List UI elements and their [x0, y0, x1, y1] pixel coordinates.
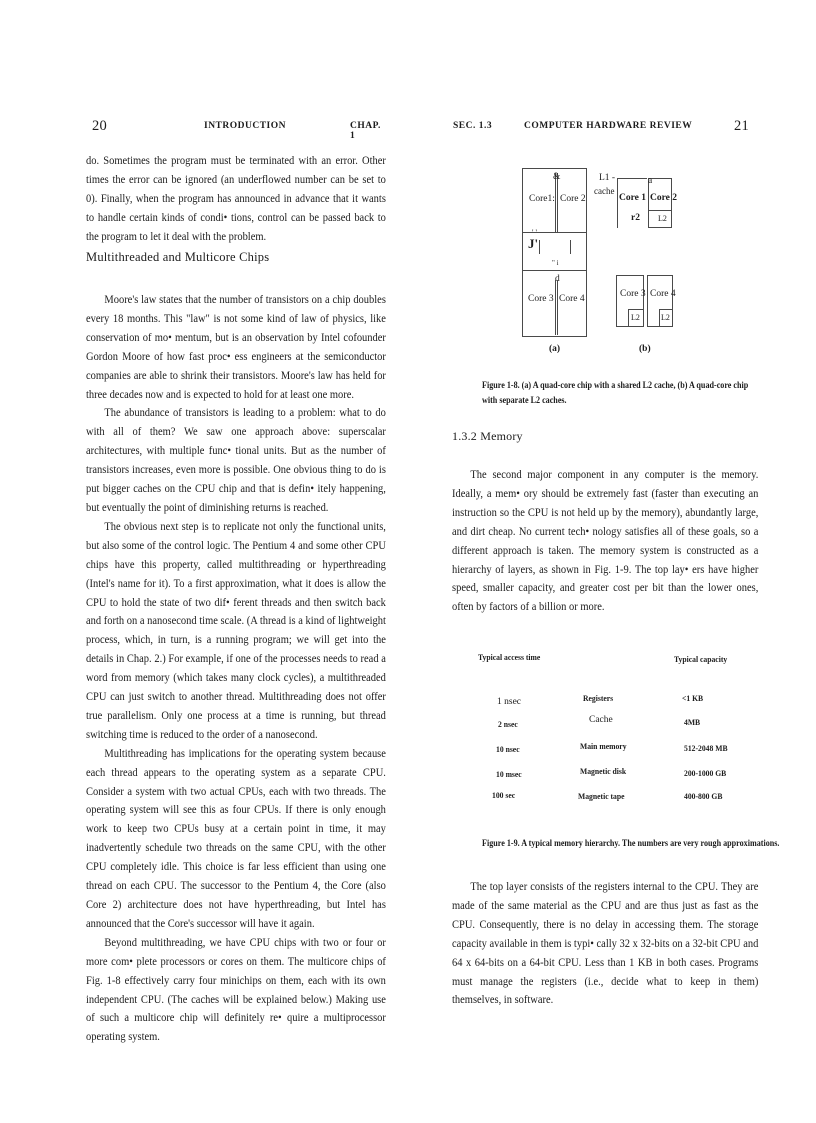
- level-magnetic-disk: Magnetic disk: [580, 766, 627, 776]
- core-1-label-b: Core 1: [619, 193, 646, 203]
- access-time-magnetic-disk: 10 msec: [496, 769, 522, 779]
- paragraph-abundance: The abundance of transistors is leading to a problem: what to do with all of them? We saw one approach above: superscalar architectures, with multiple func• tional units. But as the number of transistors increases, even more is possible. One obvious thing to do is put bigger caches on the CPU chip and that is defin• itely happening, but eventually the point of diminishing returns is reached.: [86, 407, 386, 514]
- access-time-header: Typical access time: [478, 652, 541, 662]
- core-divider-bottom-2: [557, 280, 558, 335]
- intro-paragraph: do. Sometimes the program must be terminated with an error. Other times the error can be ignored (an underflowed number can be set to 0). Finally, when the program has announced in advance that it wants to handle certain kinds of condi• tions, control can be passed back to the program to let it deal with the problem.: [86, 155, 386, 243]
- body-text-left: [86, 291, 386, 1047]
- section-heading-multithreaded: Multithreaded and Multicore Chips: [86, 250, 270, 264]
- access-time-cache: 2 nsec: [498, 719, 518, 729]
- l2-mid-mark-top: ' ': [532, 228, 537, 237]
- level-magnetic-tape: Magnetic tape: [578, 791, 625, 801]
- page-number-left: 20: [92, 118, 108, 134]
- level-registers: Registers: [583, 693, 614, 703]
- l2-mid-mark-bottom: " i: [552, 259, 559, 267]
- page-number-right: 21: [734, 118, 750, 134]
- access-time-magnetic-tape: 100 sec: [492, 790, 516, 800]
- l2-label-core-4: L2: [661, 313, 670, 322]
- running-title-left: INTRODUCTION: [204, 121, 287, 131]
- figure-label-a: (a): [549, 344, 561, 354]
- capacity-cache: 4MB: [684, 717, 701, 727]
- paragraph-registers: The top layer consists of the registers internal to the CPU. They are made of the same material as the CPU and are thus just as fast as the CPU. Consequently, there is no delay in accessing them. The storage capacity available in them is typi• cally 32 x 32-bits on a 32-bit CPU and 64 x 64-bits on a 64-bit CPU. Less than 1 KB in both cases. Programs must manage the registers (i.e., decide what to keep in them) themselves, in software.: [452, 881, 759, 1007]
- core-2-mark: a: [648, 176, 653, 186]
- paragraph-next-step: The obvious next step is to replicate not only the functional units, but also some of the control logic. The Pentium 4 and some other CPU chips have this property, called multithreading or hyperthreading (Intel's name for it). To a first approximation, what it does is allow the CPU to hold the state of two dif• ferent threads and then switch back and forth on a nanosecond time scale. (A thread is a kind of lightweight process, which, in turn, is a running program; we will get into the details in Chap. 2.) For example, if one of the processes needs to read a word from memory (which takes many clock cycles), a multithreaded CPU can just switch to another thread. Multithreading does not offer true parallelism. Only one process at a time is running, but thread switching time is reduced to the order of a nanosecond.: [86, 520, 386, 741]
- core-divider-bottom: [555, 280, 556, 335]
- core-3-label-b: Core 3: [620, 289, 646, 299]
- l2-label-core-2: L2: [658, 214, 667, 223]
- core-divider-top-2: [557, 173, 558, 233]
- figure-1-8-caption: Figure 1-8. (a) A quad-core chip with a shared L2 cache, (b) A quad-core chip with separate L2 caches.: [482, 380, 749, 405]
- chapter-label: CHAP. 1: [350, 121, 381, 141]
- paragraph-memory: The second major component in any computer is the memory. Ideally, a mem• ory should be extremely fast (faster than executing an instruction so the CPU is not held up by the memory), abundantly large, and dirt cheap. No current tech• nology satisfies all of these goals, so a different approach is taken. The memory system is constructed as a hierarchy of layers, as shown in Fig. 1-9. The top lay• ers have higher speed, smaller capacity, and greater cost per bit than the lower ones, often by factors of a billion or more.: [452, 469, 759, 614]
- l2-glyph: J': [528, 236, 539, 251]
- paragraph-implications: Multithreading has implications for the operating system because each thread appears to the operating system as a separate CPU. Consider a system with two actual CPUs, each with two threads. The operating system will see this as four CPUs. If there is only enough work to keep two CPUs busy at a certain point in time, it may inadvertently schedule two threads on the same CPU, with the other CPU completely idle. This choice is far less efficient than using one thread on each CPU. The successor to the Pentium 4, the Core (also Core 2) architecture does not have hyperthreading, but Intel has announced that the Core's successor will have it again.: [86, 747, 386, 930]
- l1-mark-bottom: d: [555, 274, 560, 284]
- paragraph-beyond-multithreading: Beyond multithreading, we have CPU chips with two or four or more com• plete processors or cores on them. The multicore chips of Fig. 1-8 effectively carry four minichips on them, each with its own independent CPU. (The caches will be explained below.) Making use of such a multicore chip will definitely re• quire a multiprocessor operating system.: [86, 936, 386, 1044]
- capacity-magnetic-tape: 400-800 GB: [684, 791, 723, 801]
- l1-label: L1 -: [599, 173, 616, 183]
- l2-tick-2: [570, 240, 571, 254]
- l2-tick-1: [539, 240, 540, 254]
- core-divider-top: [555, 173, 556, 233]
- access-time-registers: 1 nsec: [497, 697, 522, 707]
- l1-mark-top: &: [553, 172, 561, 182]
- memory-paragraph-block: [452, 466, 758, 617]
- l2-label-core-3: L2: [631, 313, 640, 322]
- access-time-main-memory: 10 nsec: [496, 744, 520, 754]
- section-label: SEC. 1.3: [453, 121, 493, 131]
- core-1-label-a: Core1:: [529, 194, 555, 204]
- core-4-label-b: Core 4: [650, 289, 676, 299]
- capacity-main-memory: 512-2048 MB: [684, 743, 728, 753]
- capacity-header: Typical capacity: [674, 654, 728, 664]
- figure-1-9-caption: Figure 1-9. A typical memory hierarchy. The numbers are very rough approximations.: [482, 838, 780, 848]
- core-2-label-b: Core 2: [650, 193, 677, 203]
- level-main-memory: Main memory: [580, 741, 627, 751]
- l2-label-core-1: r2: [631, 213, 640, 223]
- core-3-label-a: Core 3: [528, 294, 554, 304]
- subsection-heading-memory: 1.3.2 Memory: [452, 429, 523, 443]
- running-title-right: COMPUTER HARDWARE REVIEW: [524, 121, 693, 131]
- figure-label-b: (b): [639, 344, 651, 354]
- capacity-registers: <1 KB: [682, 693, 704, 703]
- paragraph-moores-law: Moore's law states that the number of transistors on a chip doubles every 18 months. This "law" is not some kind of law of physics, like conservation of mo• mentum, but is an observation by Intel cofounder Gordon Moore of how fast proc• ess engineers at the semiconductor companies are able to shrink their transistors. Moore's law has held for three decades now and is expected to hold for at least one more.: [86, 294, 386, 401]
- level-cache: Cache: [589, 715, 613, 725]
- core-2-label-a: Core 2: [560, 194, 586, 204]
- final-paragraph-block: [452, 878, 758, 1010]
- core-4-label-a: Core 4: [559, 294, 585, 304]
- l2-cache-bottom-line: [522, 270, 587, 271]
- capacity-magnetic-disk: 200-1000 GB: [684, 768, 727, 778]
- l1-cache-label: cache: [594, 186, 615, 196]
